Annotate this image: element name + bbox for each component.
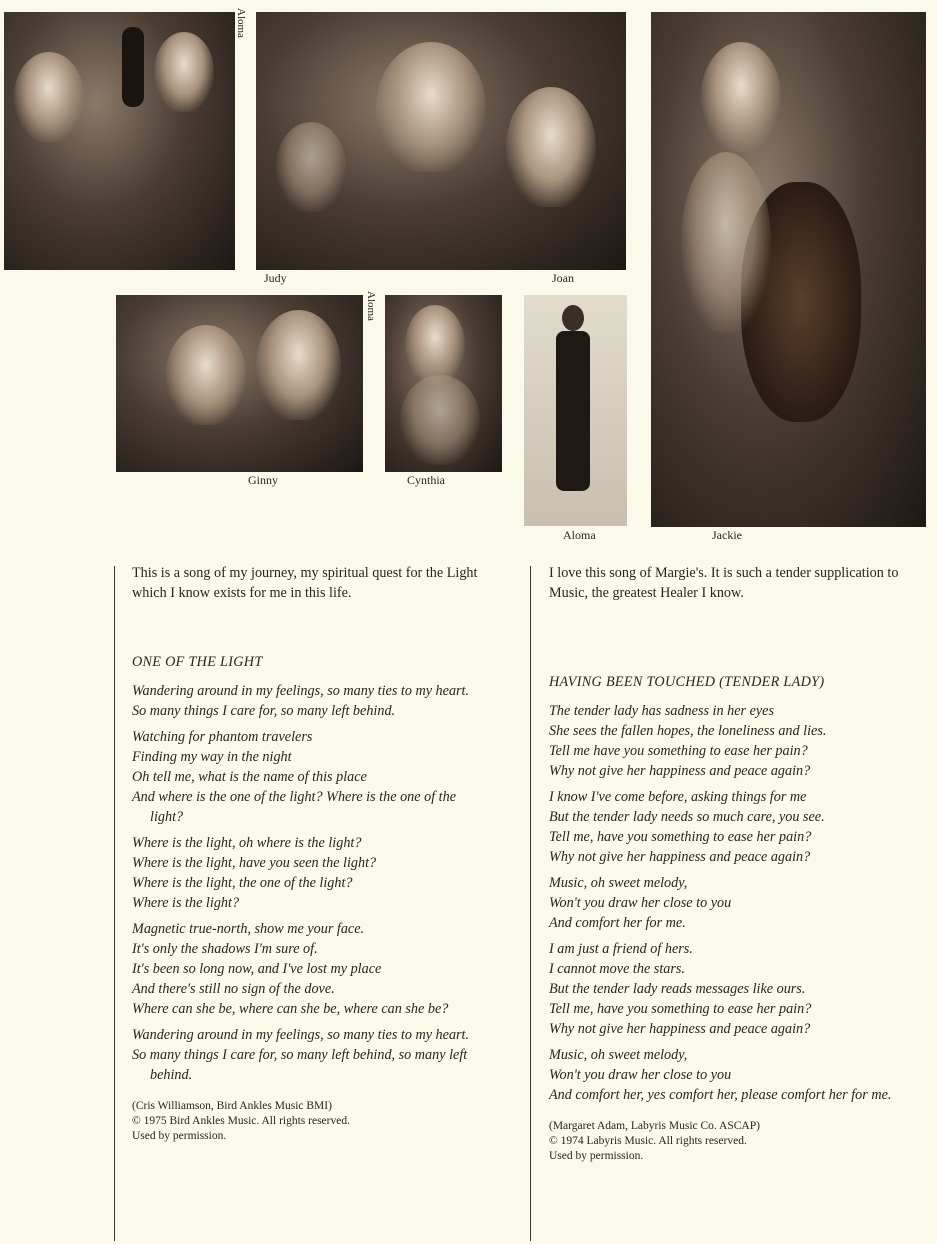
lyric-line: Tell me have you something to ease her pain? <box>549 743 808 759</box>
lyric-line: Won't you draw her close to you <box>549 895 732 911</box>
credit-line: © 1974 Labyris Music. All rights reserved. <box>549 1135 747 1147</box>
photo-ginny <box>116 295 363 472</box>
lyric-line: Finding my way in the night <box>132 749 292 765</box>
caption-judy: Judy <box>264 271 287 285</box>
lyric-line: Where can she be, where can she be, where can she be? <box>132 1001 449 1017</box>
lyric-line: Where is the light? <box>132 895 240 911</box>
caption-joan: Joan <box>552 271 574 285</box>
left-credit <box>132 1099 482 1144</box>
credit-line: (Margaret Adam, Labyris Music Co. ASCAP) <box>549 1120 760 1132</box>
lyric-line: I am just a friend of hers. <box>549 941 693 957</box>
lyric-line: Wandering around in my feelings, so many ties to my heart. <box>132 1027 470 1043</box>
caption-ginny: Ginny <box>248 473 278 487</box>
caption-jackie: Jackie <box>712 528 742 542</box>
credit-line: © 1975 Bird Ankles Music. All rights reserved. <box>132 1115 350 1127</box>
lyric-line: The tender lady has sadness in her eyes <box>549 703 774 719</box>
lyric-line: So many things I care for, so many left behind, so many left behind. <box>132 1047 468 1083</box>
lyric-line: Where is the light, oh where is the light? <box>132 835 362 851</box>
center-column-rule <box>530 566 531 1241</box>
lyric-line: I know I've come before, asking things for me <box>549 789 807 805</box>
left-intro: This is a song of my journey, my spiritual quest for the Light which I know exists for me in this life. <box>132 565 478 601</box>
lyric-line: Where is the light, have you seen the light? <box>132 855 377 871</box>
caption-aloma-top: Aloma <box>235 8 247 38</box>
photo-aloma-piano <box>4 12 235 270</box>
lyric-line: And there's still no sign of the dove. <box>132 981 335 997</box>
photo-judy-joan <box>256 12 626 270</box>
caption-cynthia: Cynthia <box>407 473 445 487</box>
lyric-line: And comfort her for me. <box>549 915 686 931</box>
lyric-line: But the tender lady needs so much care, you see. <box>549 809 825 825</box>
right-credit <box>549 1119 899 1164</box>
lyric-line: Watching for phantom travelers <box>132 729 313 745</box>
left-lyrics <box>132 681 482 1085</box>
lyric-line: Where is the light, the one of the light? <box>132 875 353 891</box>
left-column-rule <box>114 566 115 1241</box>
caption-aloma-middle: Aloma <box>365 291 377 321</box>
lyric-line: Music, oh sweet melody, <box>549 875 688 891</box>
lyric-line: She sees the fallen hopes, the loneliness and lies. <box>549 723 827 739</box>
right-song-title: HAVING BEEN TOUCHED (TENDER LADY) <box>549 674 825 690</box>
right-column <box>549 563 899 1164</box>
lyric-line: Why not give her happiness and peace again? <box>549 849 811 865</box>
lyric-line: It's been so long now, and I've lost my place <box>132 961 382 977</box>
credit-line: (Cris Williamson, Bird Ankles Music BMI) <box>132 1100 332 1112</box>
lyric-line: And comfort her, yes comfort her, please comfort her for me. <box>549 1087 892 1103</box>
lyric-line: Why not give her happiness and peace again? <box>549 1021 811 1037</box>
lyric-line: Tell me, have you something to ease her pain? <box>549 1001 812 1017</box>
left-column <box>132 563 482 1144</box>
left-song-title: ONE OF THE LIGHT <box>132 654 263 670</box>
lyric-line: Tell me, have you something to ease her pain? <box>549 829 812 845</box>
lyric-line: It's only the shadows I'm sure of. <box>132 941 318 957</box>
lyric-line: Wandering around in my feelings, so many ties to my heart. <box>132 683 470 699</box>
lyric-line: I cannot move the stars. <box>549 961 685 977</box>
right-lyrics <box>549 701 899 1105</box>
lyric-line: And where is the one of the light? Where is the one of the light? <box>132 789 457 825</box>
right-intro: I love this song of Margie's. It is such a tender supplication to Music, the greatest Healer I know. <box>549 565 899 601</box>
credit-line: Used by permission. <box>549 1150 644 1162</box>
lyric-line: Why not give her happiness and peace again? <box>549 763 811 779</box>
lyric-line: Music, oh sweet melody, <box>549 1047 688 1063</box>
credit-line: Used by permission. <box>132 1130 227 1142</box>
photo-jackie-cello <box>651 12 926 527</box>
lyric-line: So many things I care for, so many left behind. <box>132 703 396 719</box>
lyric-line: Oh tell me, what is the name of this place <box>132 769 367 785</box>
photo-aloma-standing <box>524 295 627 526</box>
lyric-line: Magnetic true-north, show me your face. <box>132 921 365 937</box>
caption-aloma-bottom: Aloma <box>563 528 596 542</box>
photo-cynthia <box>385 295 502 472</box>
lyric-line: But the tender lady reads messages like ours. <box>549 981 806 997</box>
lyric-line: Won't you draw her close to you <box>549 1067 732 1083</box>
